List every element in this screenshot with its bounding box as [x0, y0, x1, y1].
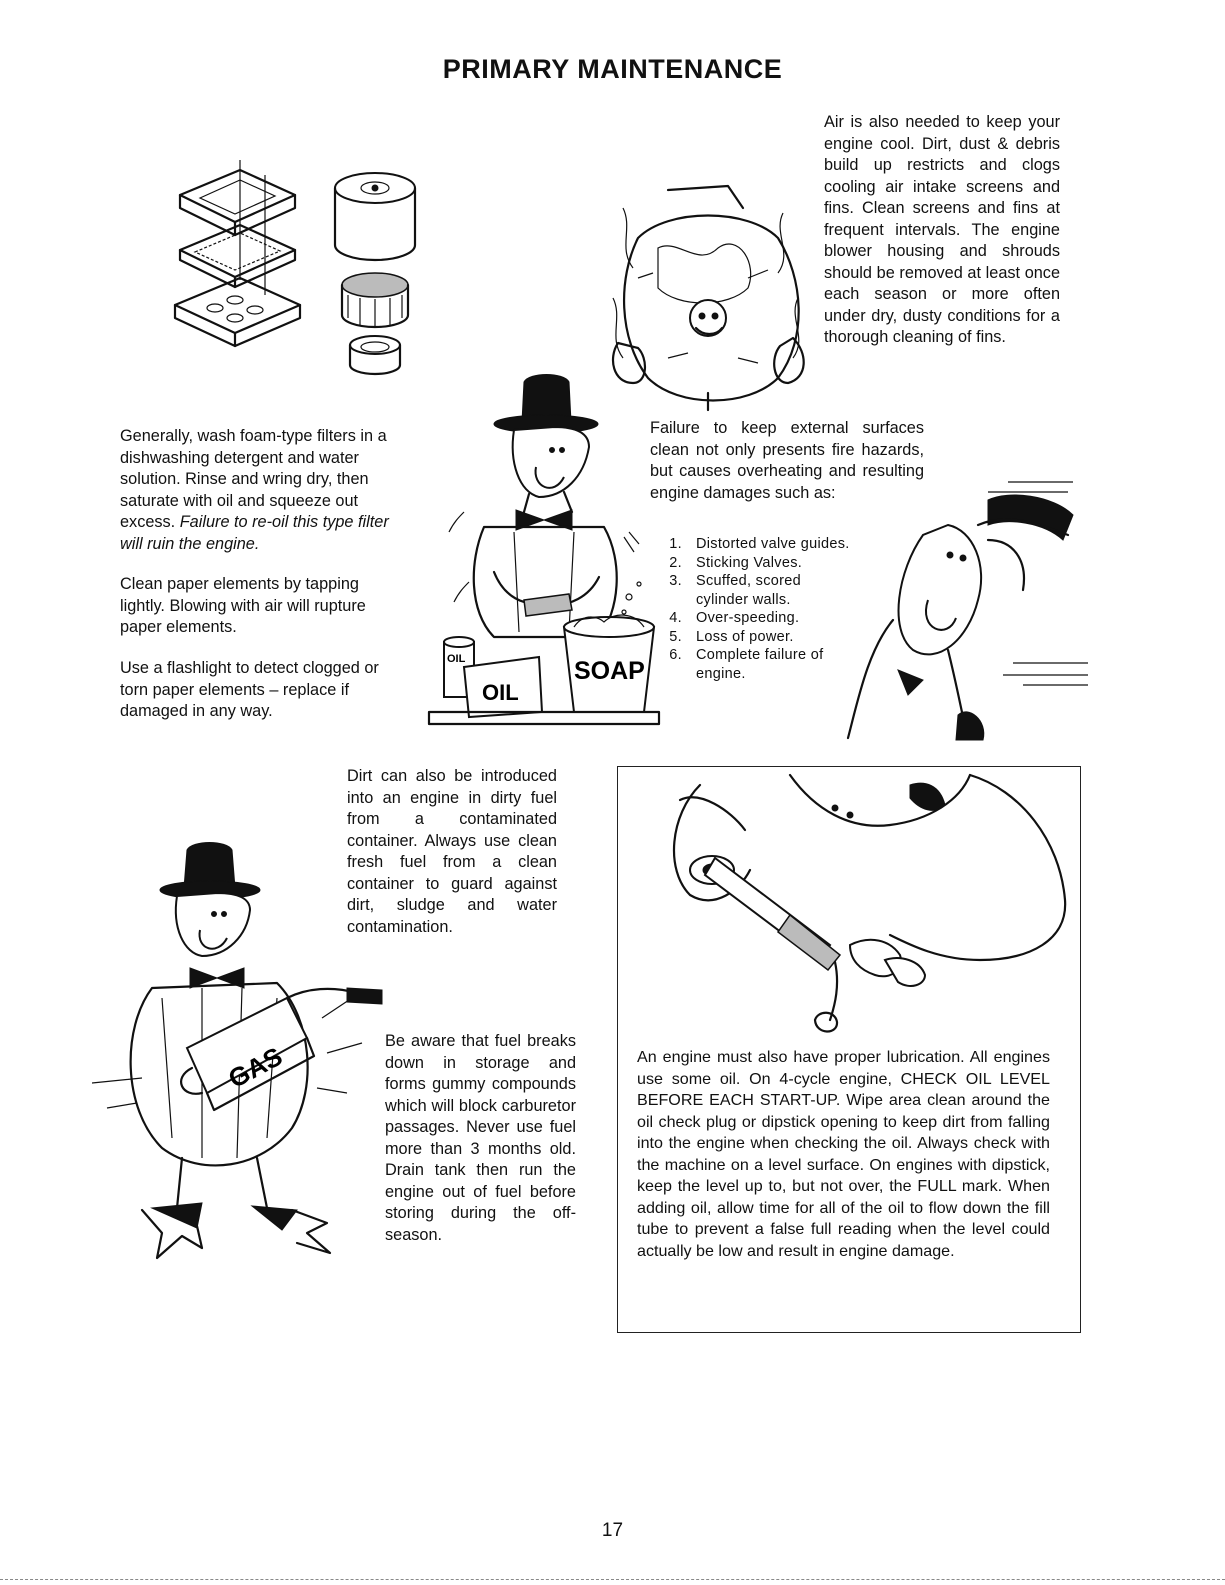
- foam-filter-paragraph: [120, 426, 398, 555]
- bird-washing-filter-illustration: [424, 372, 664, 738]
- page-number: 17: [601, 1520, 624, 1541]
- fuel-storage-text: Be aware that fuel breaks down in storage and forms gummy compounds which will block carburetor passages. Never use fuel more than 3 months old. Drain tank then run the engine out of fuel before storing during the off-season.: [385, 1032, 576, 1244]
- list-item: 2. Sticking Valves.: [669, 554, 803, 571]
- lubrication-text: An engine must also have proper lubrication. All engines use some oil. On 4-cycle engine, CHECK OIL LEVEL BEFORE EACH START-UP. Wipe area clean around the oil check plug or dipstick opening to keep dirt from falling into the engine when checking the oil. Always check with the machine on a level surface. On engines with dipstick, keep the level up to, but not over, the FULL mark. When adding oil, allow time for all of the oil to flow down the fill tube to prevent a false full reading when the level could actually be low and result in engine damage.: [637, 1048, 1050, 1260]
- list-item: 3. Scuffed, scored cylinder walls.: [669, 573, 801, 608]
- foam-filter-text: Generally, wash foam-type filters in a dishwashing detergent and water solution. Rinse and wring dry, then saturate with oil and squeeze out excess.: [120, 427, 387, 531]
- page-title: PRIMARY MAINTENANCE: [442, 54, 783, 84]
- engine-damage-list: [656, 535, 856, 683]
- flashlight-text: Use a flashlight to detect clogged or torn paper elements – replace if damaged in any way.: [120, 659, 379, 720]
- external-surfaces-intro: Failure to keep external surfaces clean not only presents fire hazards, but causes overheating and resulting engine damages such as:: [650, 419, 924, 502]
- dipstick-illustration: [640, 770, 1076, 1040]
- air-cooling-text: Air is also needed to keep your engine cool. Dirt, dust & debris build up restricts and clogs cooling air intake screens and fins. Clean screens and fins at frequent intervals. The engine blower housing and shrouds should be removed at least once each season or more often under dry, dusty conditions for a thorough cleaning of fins.: [824, 113, 1060, 346]
- dirty-fuel-text: Dirt can also be introduced into an engine in dirty fuel from a contaminated container. Always use clean fresh fuel from a clean container to guard against dirt, sludge and water contamination.: [347, 767, 557, 936]
- bottom-edge-rule: [0, 1579, 1225, 1580]
- list-item: 1. Distorted valve guides.: [669, 536, 850, 552]
- oil-can-label: OIL: [447, 653, 466, 665]
- list-item: 4. Over-speeding.: [669, 610, 800, 626]
- bird-wind-illustration: [838, 480, 1093, 745]
- gas-can-label: GAS: [223, 1040, 288, 1094]
- air-filter-illustration: [170, 160, 420, 390]
- oil-box-label: OIL: [482, 680, 519, 705]
- list-item: 6. Complete failure of engine.: [669, 647, 824, 682]
- paper-elements-text: Clean paper elements by tapping lightly. Blowing with air will rupture paper elements.: [120, 575, 366, 636]
- list-item: 5. Loss of power.: [669, 628, 794, 645]
- foam-filter-warning: Failure to re-oil this type filter will ruin the engine.: [120, 513, 389, 553]
- soap-bucket-label: SOAP: [574, 657, 645, 685]
